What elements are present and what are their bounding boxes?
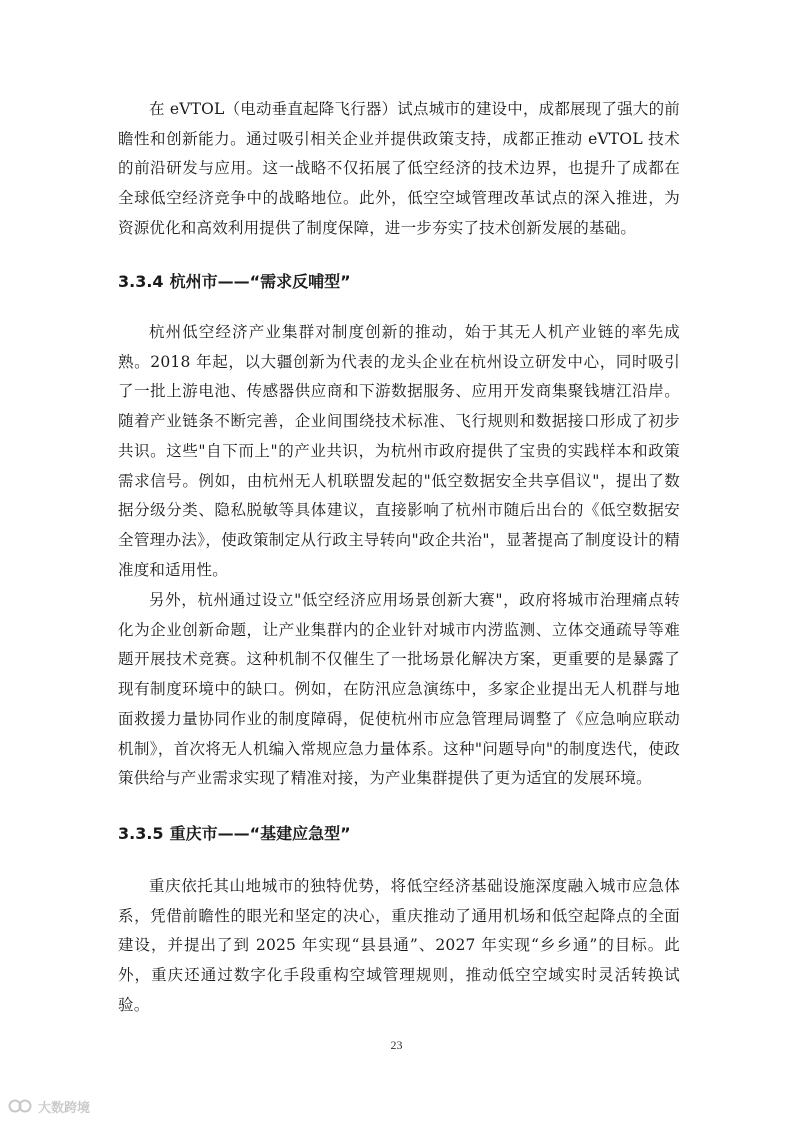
- paragraph-chengdu-evtol: 在 eVTOL（电动垂直起降飞行器）试点城市的建设中，成都展现了强大的前瞻性和创新能力。通过吸引相关企业并提供政策支持，成都正推动 eVTOL 技术的前沿研发与应用。这一战略不仅拓展了低空经济的技术边界，也提升了成都在全球低空经济竞争中的战略地位。此外，低空空域管理改革试点的深入推进，为资源优化和高效利用提供了制度保障，进一步夯实了技术创新发展的基础。: [118, 100, 680, 237]
- watermark: [8, 1097, 90, 1115]
- paragraph-hangzhou-competition: 另外，杭州通过设立"低空经济应用场景创新大赛"，政府将城市治理痛点转化为企业创新命题，让产业集群内的企业针对城市内涝监测、立体交通疏导等难题开展技术竞赛。这种机制不仅催生了一批场景化解决方案，更重要的是暴露了现有制度环境中的缺口。例如，在防汛应急演练中，多家企业提出无人机群与地面救援力量协同作业的制度障碍，促使杭州市应急管理局调整了《应急响应联动机制》，首次将无人机编入常规应急力量体系。这种"问题导向"的制度迭代，使政策供给与产业需求实现了精准对接，为产业集群提供了更为适宜的发展环境。: [118, 591, 680, 788]
- watermark-text: 大数跨境: [38, 1100, 91, 1116]
- watermark-logo-icon: [8, 1098, 34, 1114]
- section-heading-3-3-5: [118, 822, 680, 846]
- section-heading-3-3-4: [118, 270, 680, 294]
- section-number: 3.3.5: [118, 824, 164, 843]
- page-number: 23: [390, 1038, 403, 1052]
- section-title: 杭州市——“需求反哺型”: [169, 272, 351, 291]
- section-number: 3.3.4: [118, 272, 164, 291]
- paragraph-hangzhou-industry: 杭州低空经济产业集群对制度创新的推动，始于其无人机产业链的率先成熟。2018 年起，以大疆创新为代表的龙头企业在杭州设立研发中心，同时吸引了一批上游电池、传感器供应商和下游数据服务、应用开发商集聚钱塘江沿岸。随着产业链条不断完善，企业间围绕技术标准、飞行规则和数据接口形成了初步共识。这些"自下而上"的产业共识，为杭州市政府提供了宝贵的实践样本和政策需求信号。例如，由杭州无人机联盟发起的"低空数据安全共享倡议"，提出了数据分级分类、隐私脱敏等具体建议，直接影响了杭州市随后出台的《低空数据安全管理办法》，使政策制定从行政主导转向"政企共治"，显著提高了制度设计的精准度和适用性。: [118, 323, 680, 579]
- section-title: 重庆市——“基建应急型”: [169, 824, 351, 843]
- paragraph-chongqing: 重庆依托其山地城市的独特优势，将低空经济基础设施深度融入城市应急体系，凭借前瞻性的眼光和坚定的决心，重庆推动了通用机场和低空起降点的全面建设，并提出了到 2025 年实现“县县通”、2027 年实现“乡乡通”的目标。此外，重庆还通过数字化手段重构空域管理规则，推动低空空域实时灵活转换试验。: [118, 877, 680, 1014]
